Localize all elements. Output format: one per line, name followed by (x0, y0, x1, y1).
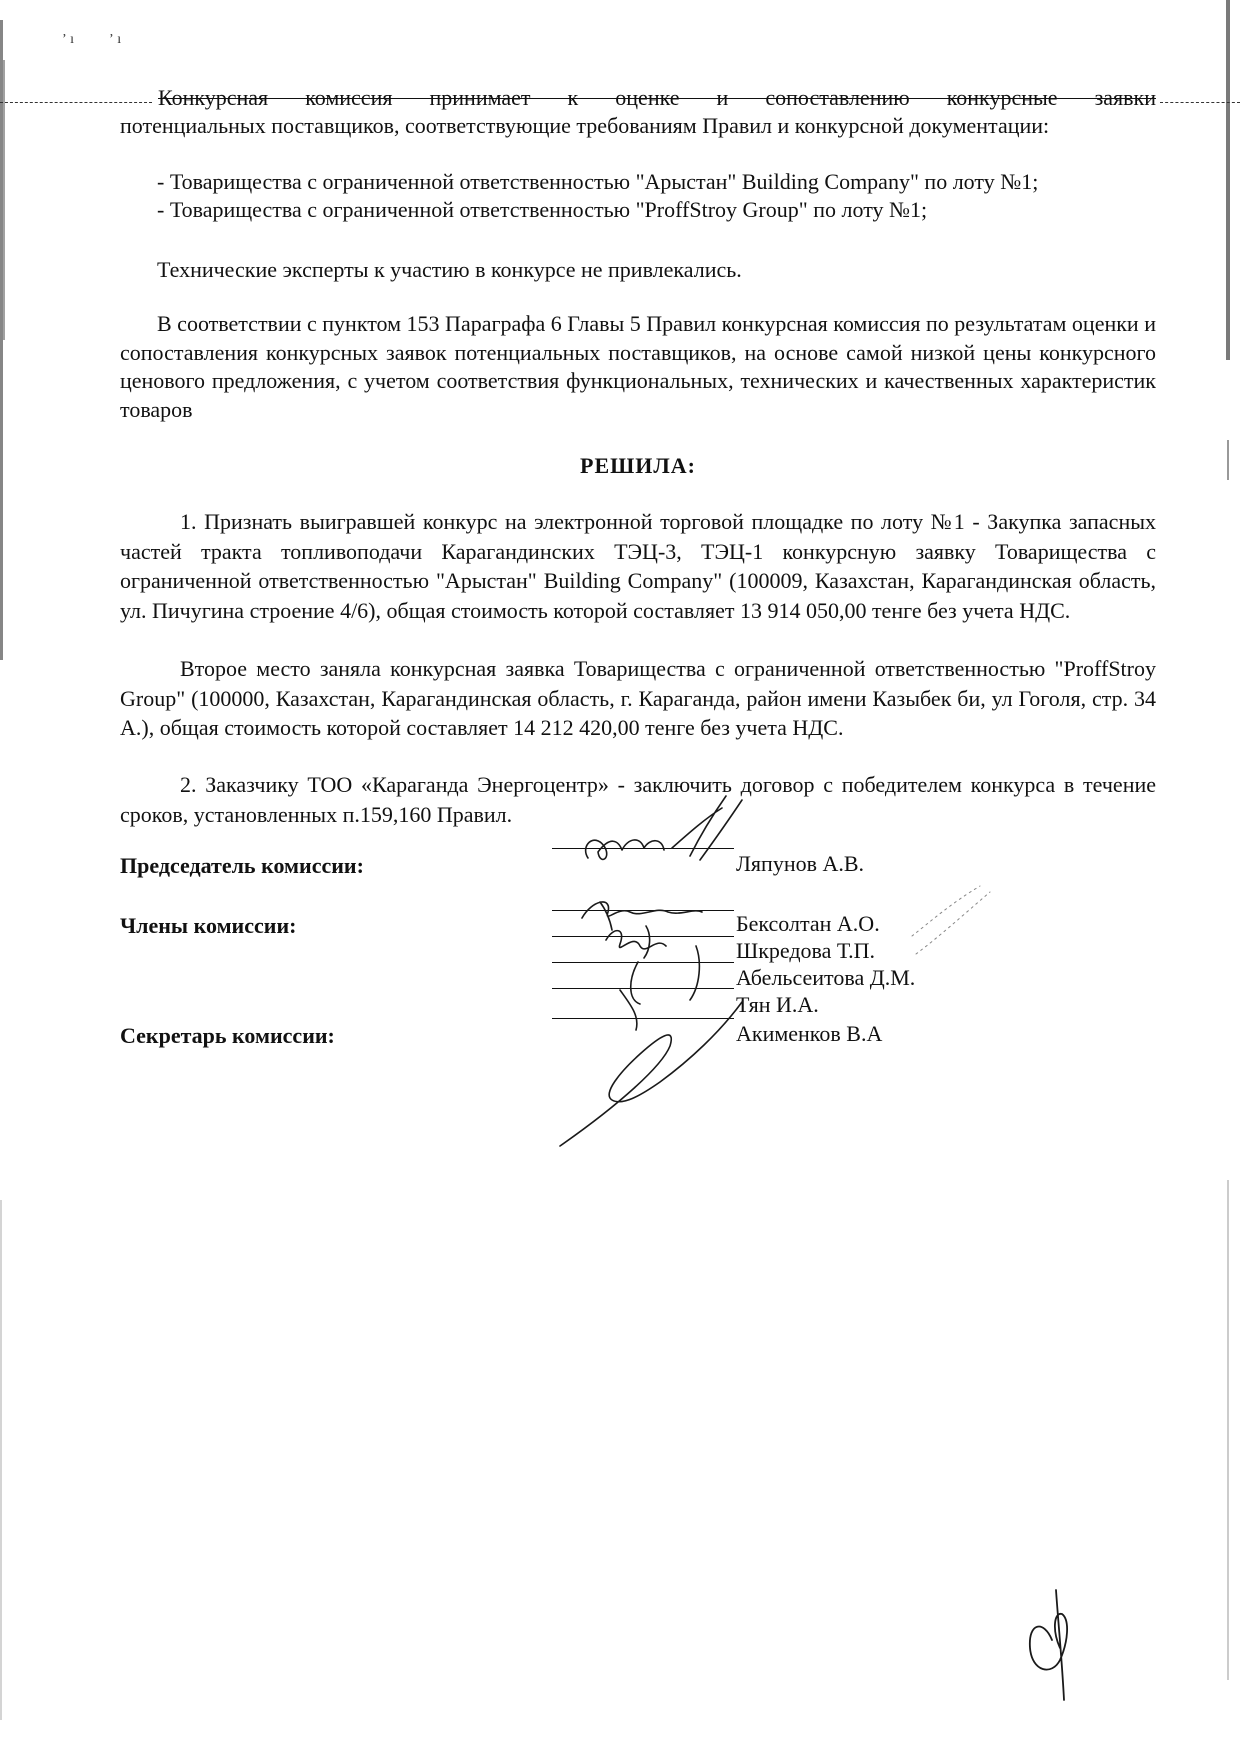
chairman-name: Ляпунов А.В. (736, 851, 865, 876)
secretary-label: Секретарь комиссии: (120, 1023, 335, 1048)
members-label: Члены комиссии: (120, 913, 297, 938)
decision-heading: РЕШИЛА: (580, 453, 696, 478)
bidder-item: - Товарищества с ограниченной ответственностью "ProffStroy Group" по лоту №1; (157, 197, 928, 222)
pencil-mark (912, 886, 990, 954)
scan-marks: ʼ ı ʼ ı (62, 32, 122, 47)
member-name: Тян И.А. (736, 992, 819, 1017)
signature-line (552, 848, 734, 849)
intro-line-2: потенциальных поставщиков, соответствующие требованиям Правил и конкурсной документации: (120, 113, 1050, 138)
page-number-mark (1030, 1590, 1067, 1700)
second-place-paragraph: Второе место заняла конкурсная заявка Товарищества с ограниченной ответственностью "ProffStroy Group" (100000, Казахстан, Карагандинская область, г. Караганда, район имени Казыбек би, ул Гоголя, стр. 34 А.), общая стоимость которой составляет 14 212 420,00 тенге без учета НДС. (120, 656, 1156, 740)
member-name: Абельсеитова Д.М. (736, 965, 916, 990)
signature-line (552, 910, 734, 911)
scan-edge-left (0, 0, 8, 1754)
signature-line (552, 936, 734, 937)
decision-item-2: 2. Заказчику ТОО «Караганда Энергоцентр» - заключить договор с победителем конкурса в течение сроков, установленных п.159,160 Правил. (120, 772, 1156, 827)
bidder-item: - Товарищества с ограниченной ответственностью "Арыстан" Building Company" по лоту №1; (157, 169, 1039, 194)
member-name: Бексолтан А.О. (736, 911, 880, 936)
signature-line (552, 988, 734, 989)
signature-line (552, 962, 734, 963)
secretary-signature (560, 1002, 742, 1146)
scan-edge-right (1224, 0, 1232, 1754)
dashed-rule-right (1160, 102, 1240, 103)
decision-item-1: 1. Признать выигравшей конкурс на электронной торговой площадке по лоту №1 - Закупка запасных частей тракта топливоподачи Карагандинских ТЭЦ-3, ТЭЦ-1 конкурсную заявку Товарищества с ограниченной ответственностью "Арыстан" Building Company" (100009, Казахстан, Карагандинская область, ул. Пичугина строение 4/6), общая стоимость которой составляет 13 914 050,00 тенге без учета НДС. (120, 509, 1156, 623)
secretary-name: Акименков В.А (736, 1021, 883, 1046)
signature-line (552, 1018, 734, 1019)
member-signature (582, 902, 702, 930)
experts-note: Технические эксперты к участию в конкурсе не привлекались. (157, 257, 742, 282)
member-signature (606, 926, 666, 958)
intro-line-1: Конкурсная комиссия принимает к оценке и сопоставлению конкурсные заявки (158, 85, 1156, 110)
dashed-rule-left (0, 102, 152, 103)
basis-paragraph: В соответствии с пунктом 153 Параграфа 6 Главы 5 Правил конкурсная комиссия по результатам оценки и сопоставления конкурсных заявок потенциальных поставщиков, на основе самой низкой цены конкурсного ценового предложения, с учетом соответствия функциональных, технических и качественных характеристик товаров (120, 311, 1156, 422)
chairman-label: Председатель комиссии: (120, 853, 364, 878)
member-name: Шкредова Т.П. (736, 938, 876, 963)
